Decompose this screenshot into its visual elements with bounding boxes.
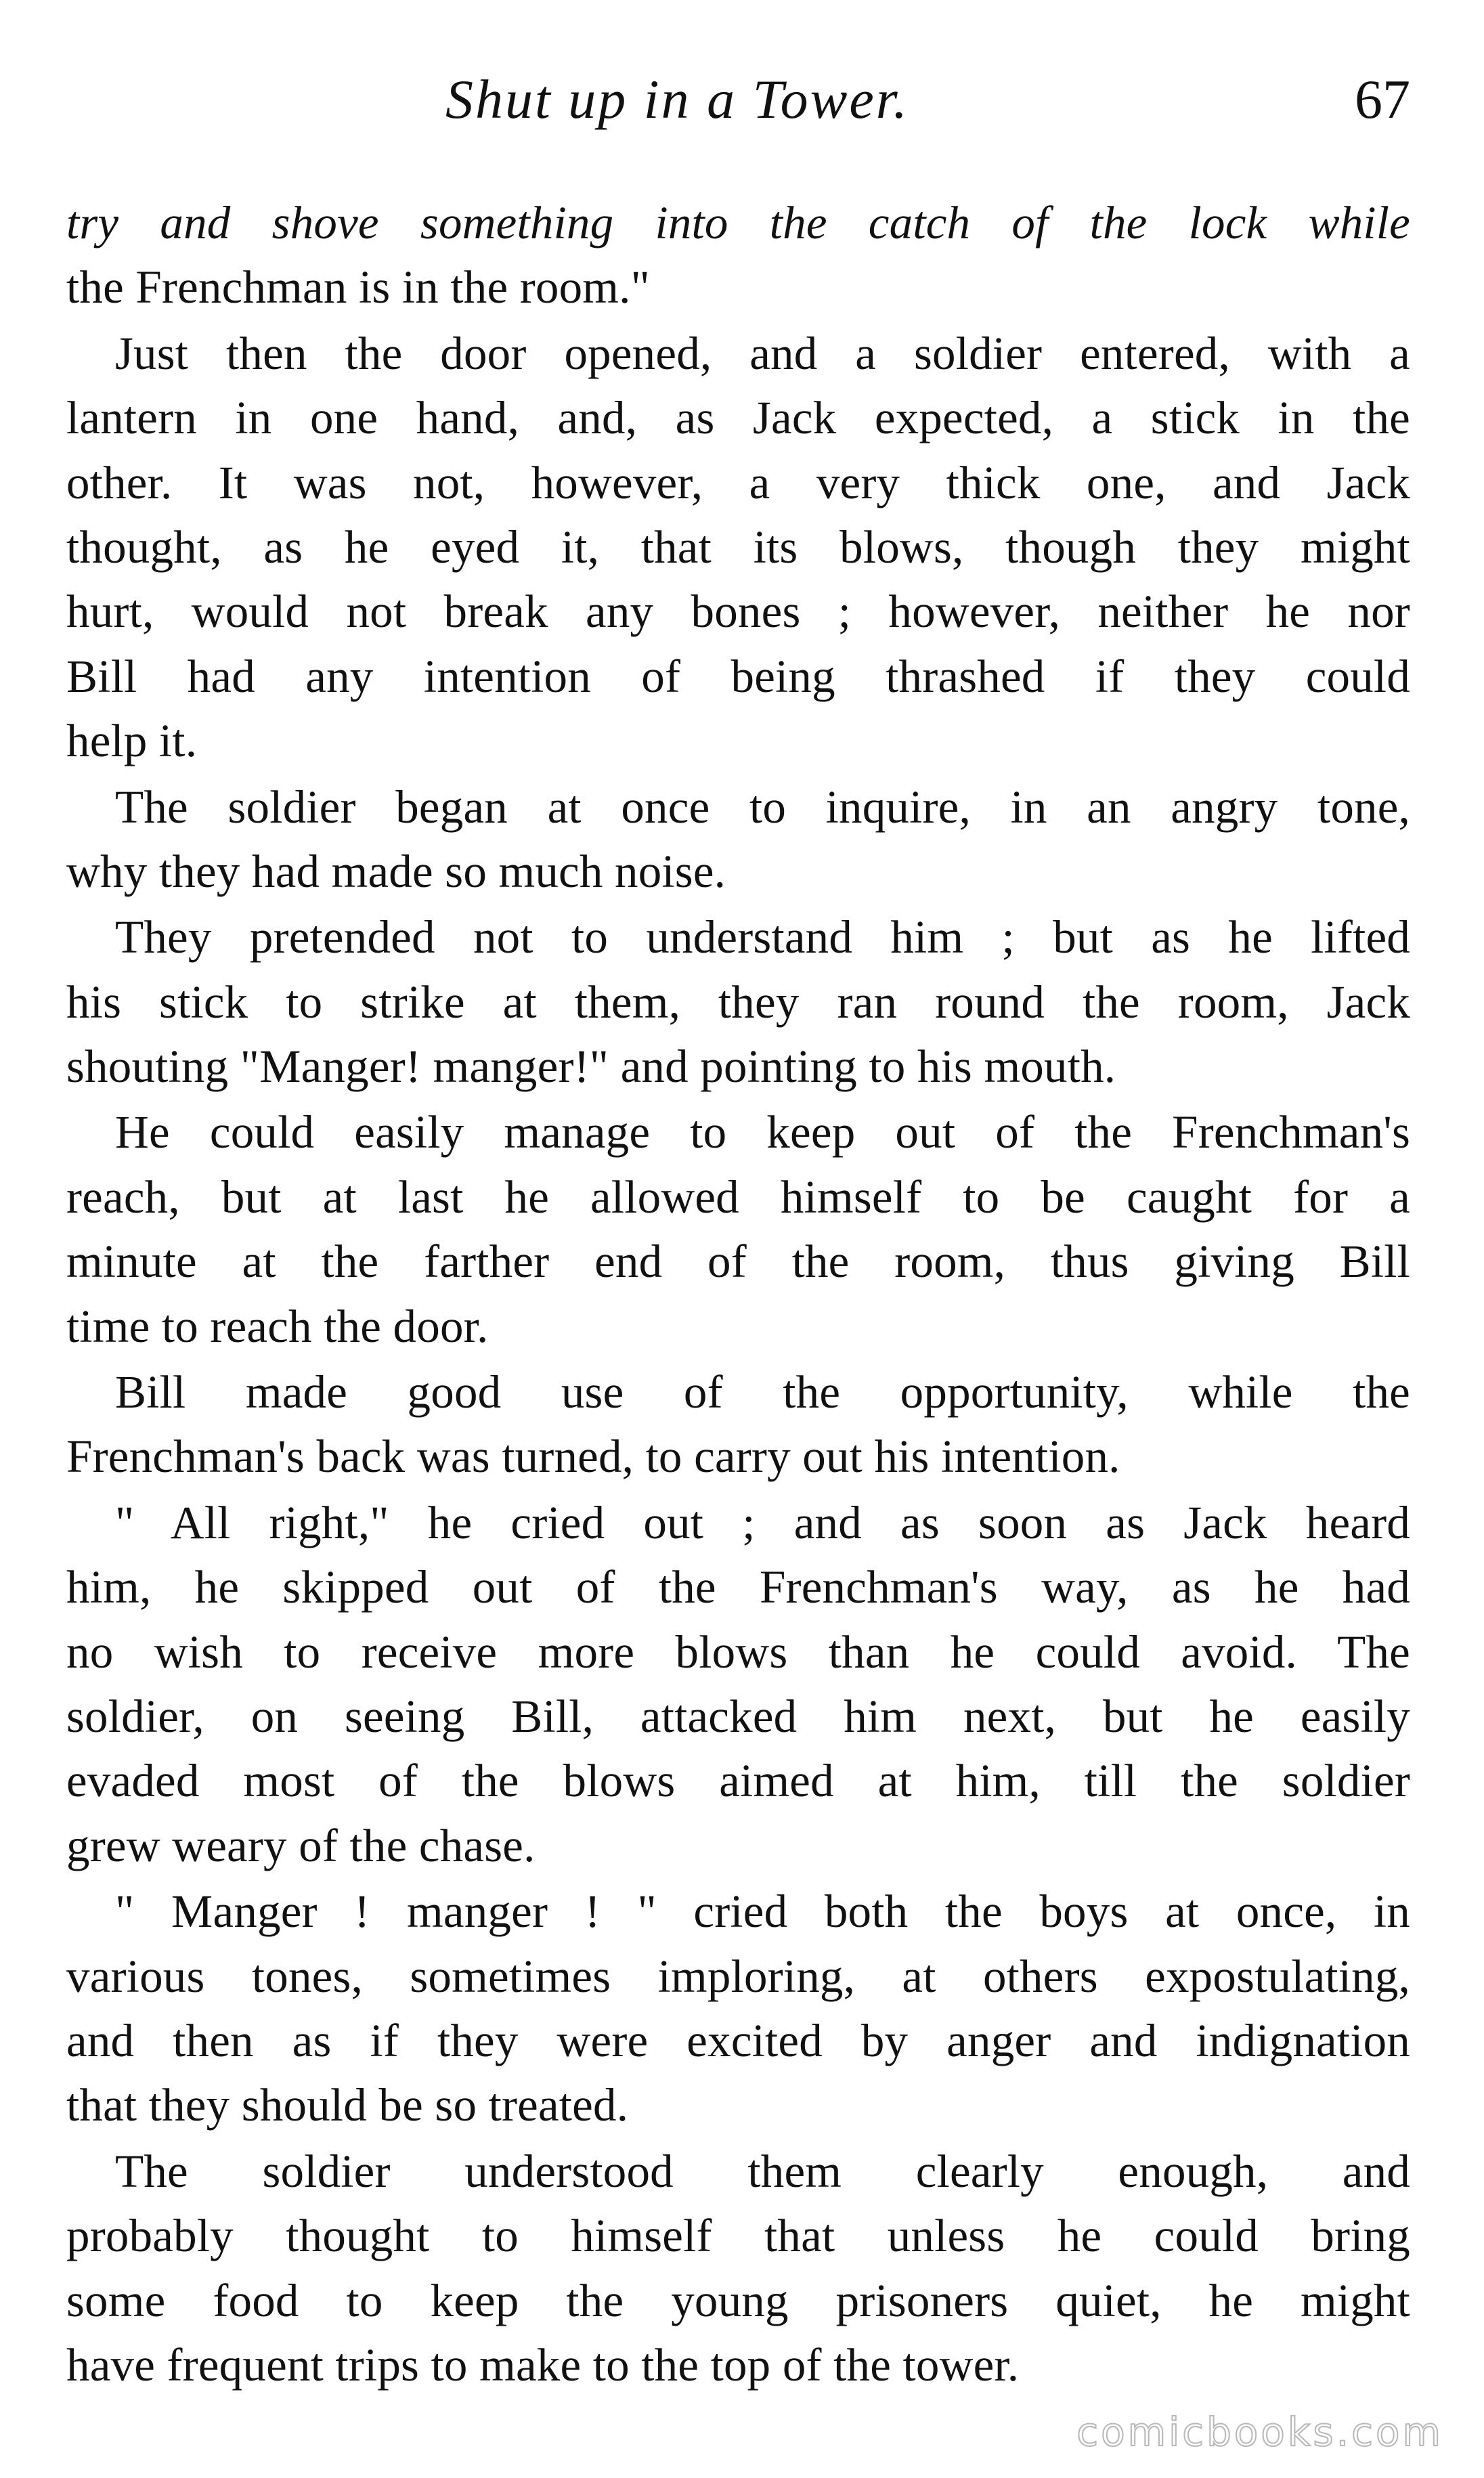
text-line: him, he skipped out of the Frenchman's way, as he had — [66, 1561, 1410, 1613]
text-line: They pretended not to understand him ; but as he lifted — [115, 911, 1410, 963]
paragraph — [66, 775, 1410, 905]
text-line: soldier, on seeing Bill, attacked him next, but he easily — [66, 1690, 1410, 1742]
text-line: The soldier began at once to inquire, in an angry tone, — [115, 781, 1410, 833]
text-line: Frenchman's back was turned, to carry out his intention. — [66, 1431, 1120, 1483]
text-line: the Frenchman is in the room." — [66, 261, 650, 313]
text-line: and then as if they were excited by anger and indignation — [66, 2014, 1410, 2066]
text-line: He could easily manage to keep out of the Frenchman's — [115, 1106, 1410, 1158]
text-line: grew weary of the chase. — [66, 1819, 536, 1871]
running-head — [66, 62, 1410, 137]
paragraph — [66, 1360, 1410, 1490]
text-line: why they had made so much noise. — [66, 845, 726, 897]
paragraph — [66, 191, 1410, 320]
text-line: reach, but at last he allowed himself to be caught for a — [66, 1171, 1410, 1223]
text-line: various tones, sometimes imploring, at others expostulating, — [66, 1950, 1410, 2002]
text-line: thought, as he eyed it, that its blows, though they might — [66, 521, 1410, 573]
paragraph — [66, 2139, 1410, 2398]
text-line: his stick to strike at them, they ran round the room, Jack — [66, 976, 1410, 1028]
text-line: Bill had any intention of being thrashed if they could — [66, 650, 1410, 702]
text-line: other. It was not, however, a very thick one, and Jack — [66, 456, 1410, 508]
text-line: Bill made good use of the opportunity, while the — [115, 1366, 1410, 1418]
text-line: " Manger ! manger ! " cried both the boys at once, in — [115, 1886, 1410, 1938]
body-text — [66, 191, 1410, 2399]
running-title: Shut up in a Tower. — [445, 68, 910, 130]
text-line: no wish to receive more blows than he could avoid. The — [66, 1626, 1410, 1678]
text-line: hurt, would not break any bones ; however, neither he nor — [66, 586, 1410, 638]
text-line: Just then the door opened, and a soldier entered, with a — [115, 327, 1410, 379]
paragraph — [66, 905, 1410, 1099]
text-line: try and shove something into the catch of the lock while — [66, 197, 1410, 248]
page-number: 67 — [1355, 68, 1410, 130]
text-line: The soldier understood them clearly enough, and — [115, 2145, 1410, 2197]
paragraph — [66, 1100, 1410, 1359]
text-line: lantern in one hand, and, as Jack expected, a stick in the — [66, 392, 1410, 444]
paragraph — [66, 1491, 1410, 1878]
watermark: comicbooks.com — [1076, 2409, 1443, 2455]
paragraph — [66, 322, 1410, 774]
text-line: shouting "Manger! manger!" and pointing to his mouth. — [66, 1041, 1116, 1093]
text-line: that they should be so treated. — [66, 2079, 629, 2131]
text-line: some food to keep the young prisoners quiet, he might — [66, 2274, 1410, 2326]
text-line: have frequent trips to make to the top of the tower. — [66, 2339, 1020, 2391]
text-line: help it. — [66, 715, 198, 767]
text-line: probably thought to himself that unless he could bring — [66, 2210, 1410, 2262]
text-line: time to reach the door. — [66, 1300, 489, 1352]
book-page — [66, 0, 1410, 2478]
text-line: " All right," he cried out ; and as soon as Jack heard — [115, 1496, 1410, 1548]
text-line: evaded most of the blows aimed at him, till the soldier — [66, 1755, 1410, 1807]
text-line: minute at the farther end of the room, thus giving Bill — [66, 1236, 1410, 1288]
paragraph — [66, 1879, 1410, 2138]
